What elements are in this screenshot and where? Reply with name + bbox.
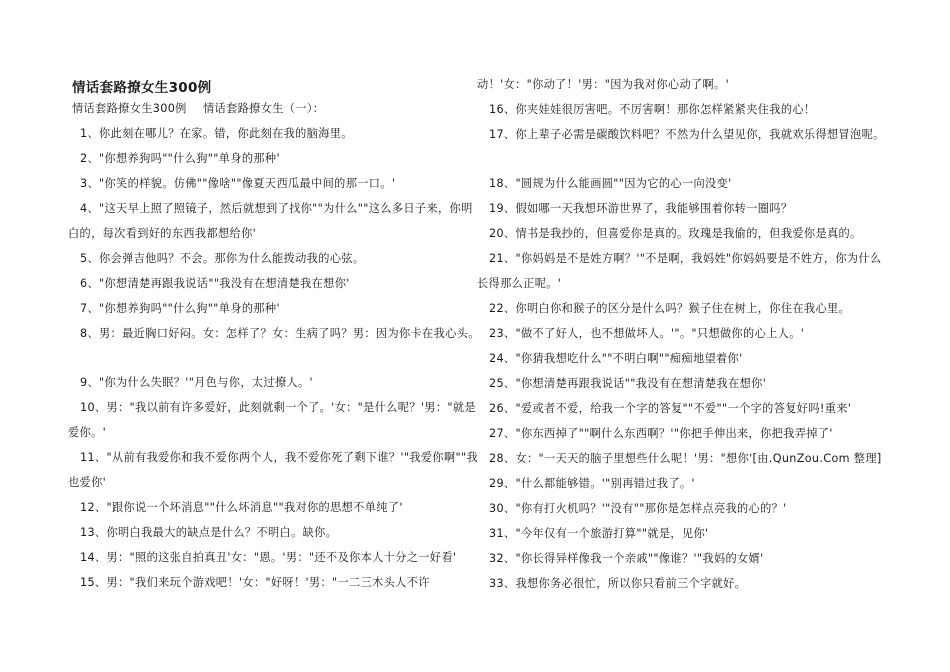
list-item-continuation: 长得那么正呢。' [477,277,562,290]
list-item: 20、情书是我抄的，但喜爱你是真的。玫瑰是我偷的，但我爱你是真的。 [489,227,862,240]
subtitle-left: 情话套路撩女生300例 [72,102,187,115]
list-item: 28、女："一天天的脑子里想些什么呢！'男："想你'[由.QunZou.Com 整理] [489,452,882,465]
list-item: 22、你明白你和猴子的区分是什么吗？猴子住在树上，你住在我心里。 [489,302,851,315]
list-item: 2、"你想养狗吗""什么狗""单身的那种' [80,152,280,165]
list-item: 18、"圆规为什么能画圆""因为它的心一向没变' [489,177,732,190]
document-title: 情话套路撩女生300例 [72,80,212,96]
list-item: 3、"你笑的样貌。仿佛""像啥""像夏天西瓜最中间的那一口。' [80,177,396,190]
list-item: 4、"这天早上照了照镜子，然后就想到了找你""为什么""这么多日子来，你明 [80,202,473,215]
list-item: 29、"什么都能够错。'"别再错过我了。' [489,477,695,490]
list-item: 5、你会弹吉他吗？不会。那你为什么能拨动我的心弦。 [80,252,365,265]
list-item: 33、我想你务必很忙，所以你只看前三个字就好。 [489,577,747,590]
list-item: 1、你此刻在哪儿？在家。错，你此刻在我的脑海里。 [80,127,353,140]
list-item: 25、"你想清楚再跟我说话""我没有在想清楚我在想你' [489,377,767,390]
list-item: 26、"爱或者不爱，给我一个字的答复""不爱""一个字的答复好吗!重来' [489,402,852,415]
subtitle-right: 情话套路撩女生（一）： [203,102,325,115]
list-item: 15、男："我们来玩个游戏吧！'女："好呀！'男："一二三木头人不许 [80,576,430,589]
list-item: 27、"你东西掉了""啊什么东西啊？'"你把手伸出来，你把我弄掉了' [489,427,833,440]
list-item-continuation: 也爱你' [68,476,107,489]
list-item: 14、男："照的这张自拍真丑'女："恩。'男："还不及你本人十分之一好看' [80,551,457,564]
list-item: 7、"你想养狗吗""什么狗""单身的那种' [80,302,280,315]
list-item: 9、"你为什么失眠？'"月色与你，太过撩人。' [80,376,313,389]
list-item: 19、假如哪一天我想环游世界了，我能够围着你转一圈吗？ [489,202,793,215]
list-item: 23、"做不了好人，也不想做坏人。'"。"只想做你的心上人。' [489,327,805,340]
list-item: 31、"今年仅有一个旅游打算""就是，见你' [489,527,709,540]
list-item: 17、你上辈子必需是碳酸饮料吧？不然为什么望见你，我就欢乐得想冒泡呢。 [489,128,885,141]
list-item-continuation: 白的，每次看到好的东西我都想给你' [68,227,257,240]
list-item: 11、"从前有我爱你和我不爱你两个人，我不爱你死了剩下谁？'"我爱你啊""我 [80,451,479,464]
list-item: 12、"跟你说一个坏消息""什么坏消息""我对你的思想不单纯了' [80,501,403,514]
list-item-continuation: 爱你。' [68,426,107,439]
list-item: 16、你夹娃娃很厉害吧。不厉害啊！那你怎样紧紧夹住我的心！ [489,103,816,116]
list-item: 8、男：最近胸口好闷。女：怎样了？女：生病了吗？男：因为你卡在我心头。 [80,327,480,340]
list-item: 13、你明白我最大的缺点是什么？不明白。缺你。 [80,526,338,539]
list-item: 6、"你想清楚再跟我说话""我没有在想清楚我在想你' [80,277,350,290]
list-item-continuation: 动！'女："你动了！'男："因为我对你心动了啊。' [477,78,730,91]
list-item: 32、"你长得异样像我一个亲戚""像谁？'"我妈的女婿' [489,552,764,565]
list-item: 21、"你妈妈是不是姓方啊？'"不是啊，我妈姓"你妈妈要是不姓方，你为什么 [489,252,882,265]
list-item: 24、"你猜我想吃什么""不明白啊""痴痴地望着你' [489,352,743,365]
list-item: 10、男："我以前有许多爱好，此刻就剩一个了。'女："是什么呢？'男："就是 [80,401,476,414]
list-item: 30、"你有打火机吗？'"没有""那你是怎样点亮我的心的？' [489,502,787,515]
